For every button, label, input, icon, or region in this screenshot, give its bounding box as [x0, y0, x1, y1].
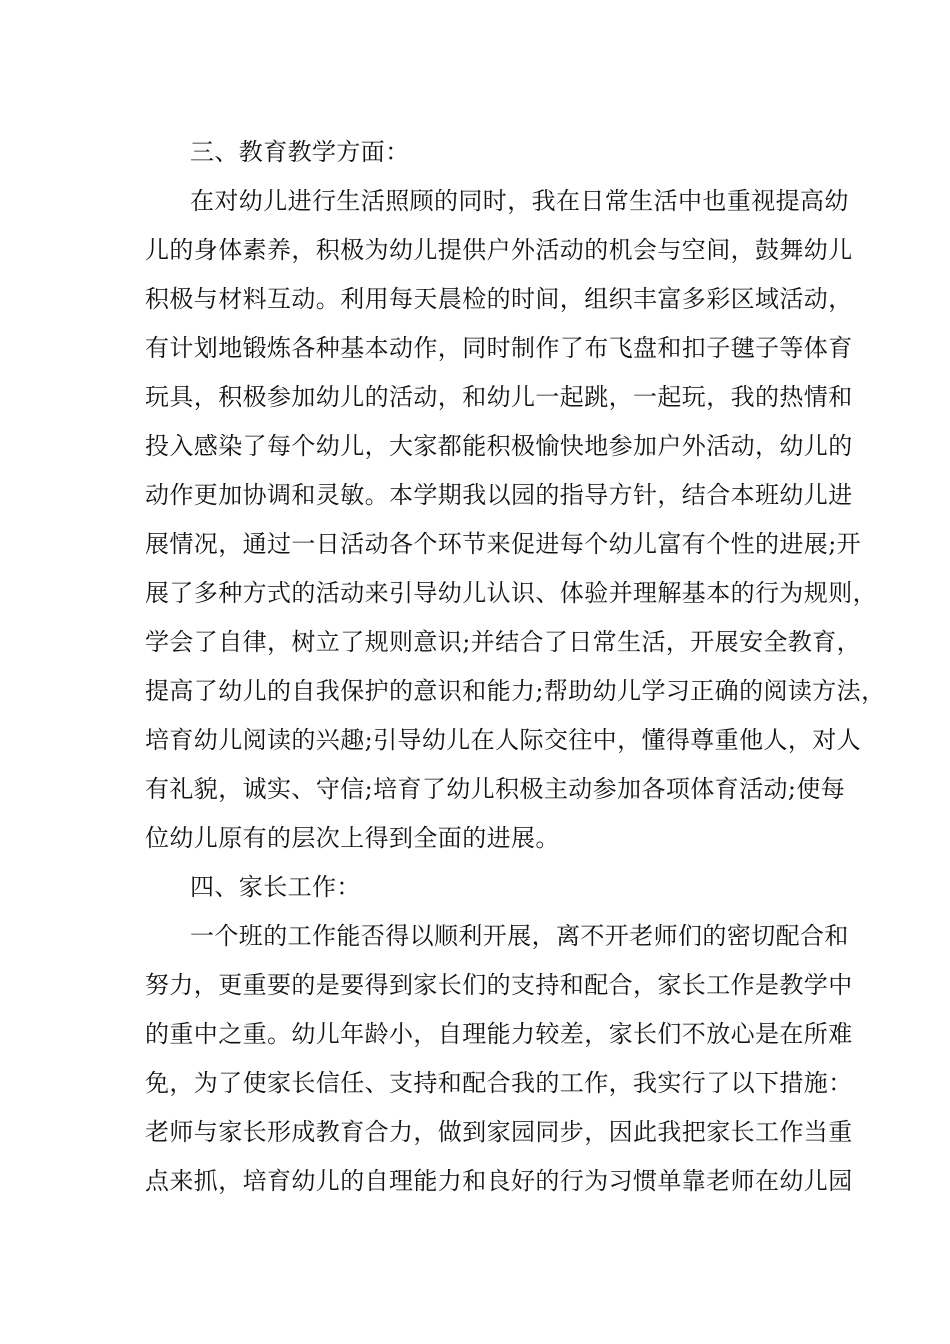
section-heading-parents: 四、家长工作： [190, 873, 361, 901]
paragraph-line: 免，为了使家长信任、支持和配合我的工作，我实行了以下措施： [145, 1069, 853, 1097]
paragraph-line: 提高了幼儿的自我保护的意识和能力;帮助幼儿学习正确的阅读方法， [145, 677, 886, 705]
paragraph-line: 点来抓，培育幼儿的自理能力和良好的行为习惯单靠老师在幼儿园 [145, 1167, 853, 1195]
paragraph-line: 动作更加协调和灵敏。本学期我以园的指导方针，结合本班幼儿进 [145, 481, 853, 509]
paragraph-line: 学会了自律，树立了规则意识;并结合了日常生活，开展安全教育， [145, 628, 862, 656]
paragraph-line: 老师与家长形成教育合力，做到家园同步，因此我把家长工作当重 [145, 1118, 853, 1146]
section-heading-education: 三、教育教学方面： [190, 138, 410, 166]
paragraph-line: 儿的身体素养，积极为幼儿提供户外活动的机会与空间，鼓舞幼儿 [145, 236, 853, 264]
paragraph-line: 展了多种方式的活动来引导幼儿认识、体验并理解基本的行为规则， [145, 579, 877, 607]
paragraph-line: 一个班的工作能否得以顺利开展，离不开老师们的密切配合和 [190, 922, 849, 950]
paragraph-line: 玩具，积极参加幼儿的活动，和幼儿一起跳，一起玩，我的热情和 [145, 383, 853, 411]
paragraph-line: 投入感染了每个幼儿，大家都能积极愉快地参加户外活动，幼儿的 [145, 432, 853, 460]
paragraph-line: 展情况，通过一日活动各个环节来促进每个幼儿富有个性的进展;开 [145, 530, 862, 558]
paragraph-line: 的重中之重。幼儿年龄小，自理能力较差，家长们不放心是在所难 [145, 1020, 853, 1048]
paragraph-line: 努力，更重要的是要得到家长们的支持和配合，家长工作是教学中 [145, 971, 853, 999]
paragraph-line: 有计划地锻炼各种基本动作，同时制作了布飞盘和扣子毽子等体育 [145, 334, 853, 362]
paragraph-line: 在对幼儿进行生活照顾的同时，我在日常生活中也重视提高幼 [190, 187, 849, 215]
paragraph-line: 积极与材料互动。利用每天晨检的时间，组织丰富多彩区域活动， [145, 285, 853, 313]
paragraph-line: 有礼貌，诚实、守信;培育了幼儿积极主动参加各项体育活动;使每 [145, 775, 846, 803]
paragraph-line: 培育幼儿阅读的兴趣;引导幼儿在人际交往中，懂得尊重他人，对人 [145, 726, 862, 754]
paragraph-line: 位幼儿原有的层次上得到全面的进展。 [145, 824, 560, 852]
